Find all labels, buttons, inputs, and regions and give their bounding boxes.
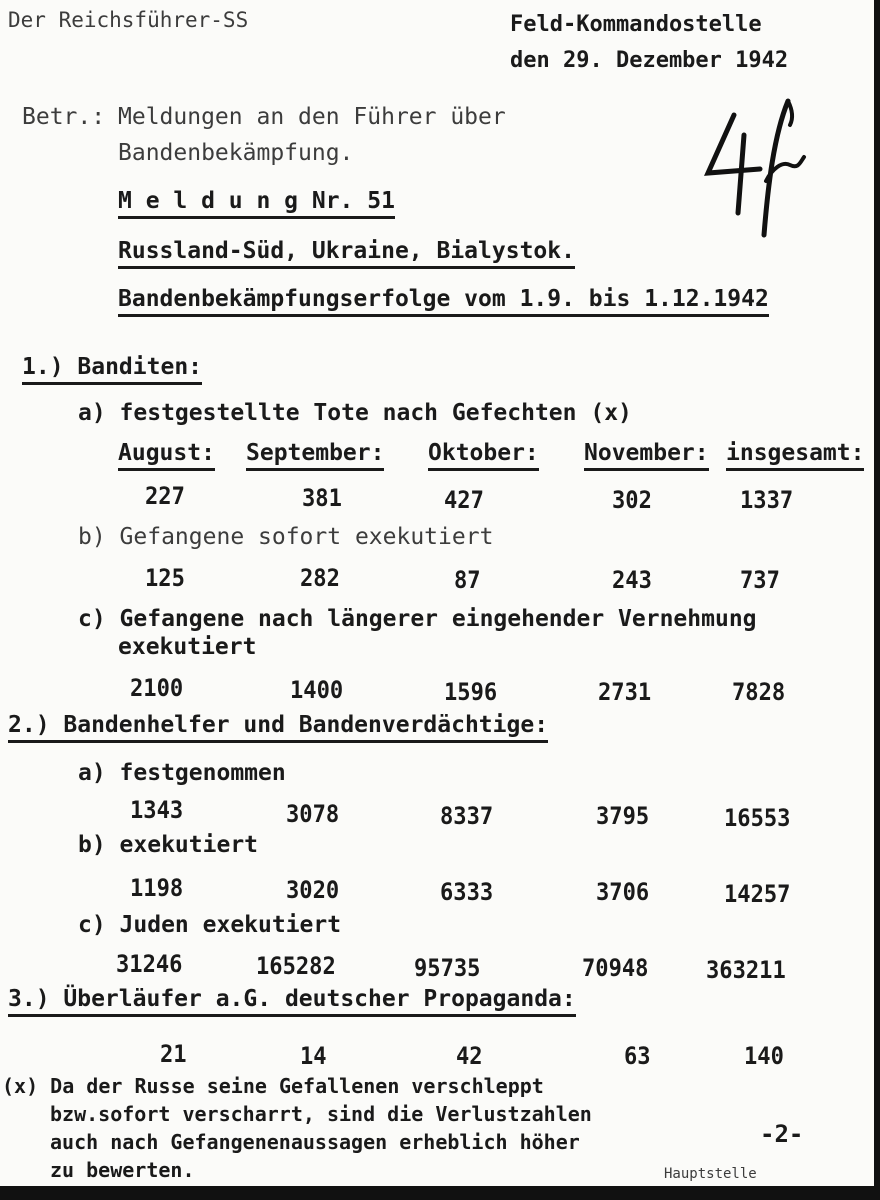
value-1c-september: 1400: [290, 676, 344, 704]
section-2c-label: c) Juden exekutiert: [78, 912, 342, 938]
value-2c-november: 70948: [582, 954, 649, 982]
value-1a-september: 381: [302, 484, 342, 512]
section-1c-label-cont: exekutiert: [118, 634, 257, 660]
scan-edge-right: [874, 0, 880, 1200]
value-2b-total: 14257: [724, 880, 791, 908]
sender-line: Der Reichsführer-SS: [8, 8, 249, 32]
section-1a-label: a) festgestellte Tote nach Gefechten (x): [78, 400, 632, 426]
value-2c-august: 31246: [116, 950, 183, 978]
scan-edge-bottom: [0, 1186, 880, 1200]
value-1c-total: 7828: [732, 678, 786, 706]
section-1-heading: 1.) Banditen:: [22, 354, 202, 380]
month-header-november: November:: [584, 440, 709, 466]
month-header-september: September:: [246, 440, 384, 466]
value-2c-total: 363211: [706, 956, 786, 984]
value-1a-oktober: 427: [444, 486, 484, 514]
report-title: M e l d u n g Nr. 51: [118, 188, 395, 214]
value-1c-november: 2731: [598, 678, 652, 706]
month-header-oktober: Oktober:: [428, 440, 539, 466]
month-header-august: August:: [118, 440, 215, 466]
section-1c-label: c) Gefangene nach längerer eingehender Vernehmung: [78, 606, 757, 632]
footnote-line-2: bzw.sofort verscharrt, sind die Verlustzahlen: [50, 1102, 592, 1126]
month-header-total: insgesamt:: [726, 440, 864, 466]
subject-line-2: Bandenbekämpfung.: [118, 140, 354, 166]
section-2a-label: a) festgenommen: [78, 760, 286, 786]
value-1b-august: 125: [145, 564, 185, 592]
subject-line-1: Meldungen an den Führer über: [118, 104, 506, 130]
bottom-scribble: Hauptstelle: [664, 1166, 757, 1182]
value-2a-total: 16553: [724, 804, 791, 832]
section-1b-label: b) Gefangene sofort exekutiert: [78, 524, 494, 550]
subject-label: Betr.:: [22, 104, 106, 130]
value-1b-total: 737: [740, 566, 780, 594]
value-1a-november: 302: [612, 486, 652, 514]
value-2b-oktober: 6333: [440, 878, 494, 906]
value-2b-november: 3706: [596, 878, 650, 906]
section-3-heading: 3.) Überläufer a.G. deutscher Propaganda:: [8, 986, 576, 1012]
value-2b-august: 1198: [130, 874, 184, 902]
value-2a-september: 3078: [286, 800, 340, 828]
value-3-total: 140: [744, 1042, 784, 1070]
value-1b-november: 243: [612, 566, 652, 594]
value-3-august: 21: [160, 1040, 187, 1068]
value-1c-august: 2100: [130, 674, 184, 702]
page-marker: -2-: [760, 1120, 804, 1148]
value-2a-august: 1343: [130, 796, 184, 824]
value-1a-august: 227: [145, 482, 185, 510]
value-1b-september: 282: [300, 564, 340, 592]
value-2c-september: 165282: [256, 952, 336, 980]
value-1c-oktober: 1596: [444, 678, 498, 706]
value-2a-oktober: 8337: [440, 802, 494, 830]
value-1a-total: 1337: [740, 486, 794, 514]
footnote-line-3: auch nach Gefangenenaussagen erheblich höher: [50, 1130, 580, 1154]
date-line: den 29. Dezember 1942: [510, 48, 789, 73]
handwritten-mark-icon: [700, 95, 830, 240]
value-3-september: 14: [300, 1042, 327, 1070]
value-2c-oktober: 95735: [414, 954, 481, 982]
footnote-line-4: zu bewerten.: [50, 1158, 195, 1182]
place-line: Feld-Kommandostelle: [510, 12, 762, 37]
report-regions: Russland-Süd, Ukraine, Bialystok.: [118, 238, 575, 264]
report-period: Bandenbekämpfungserfolge vom 1.9. bis 1.12.1942: [118, 286, 769, 312]
value-1b-oktober: 87: [454, 566, 481, 594]
footnote-line-1: (x) Da der Russe seine Gefallenen verschleppt: [2, 1074, 544, 1098]
value-3-oktober: 42: [456, 1042, 483, 1070]
value-2a-november: 3795: [596, 802, 650, 830]
section-2b-label: b) exekutiert: [78, 832, 259, 858]
value-3-november: 63: [624, 1042, 651, 1070]
value-2b-september: 3020: [286, 876, 340, 904]
section-2-heading: 2.) Bandenhelfer und Bandenverdächtige:: [8, 712, 548, 738]
